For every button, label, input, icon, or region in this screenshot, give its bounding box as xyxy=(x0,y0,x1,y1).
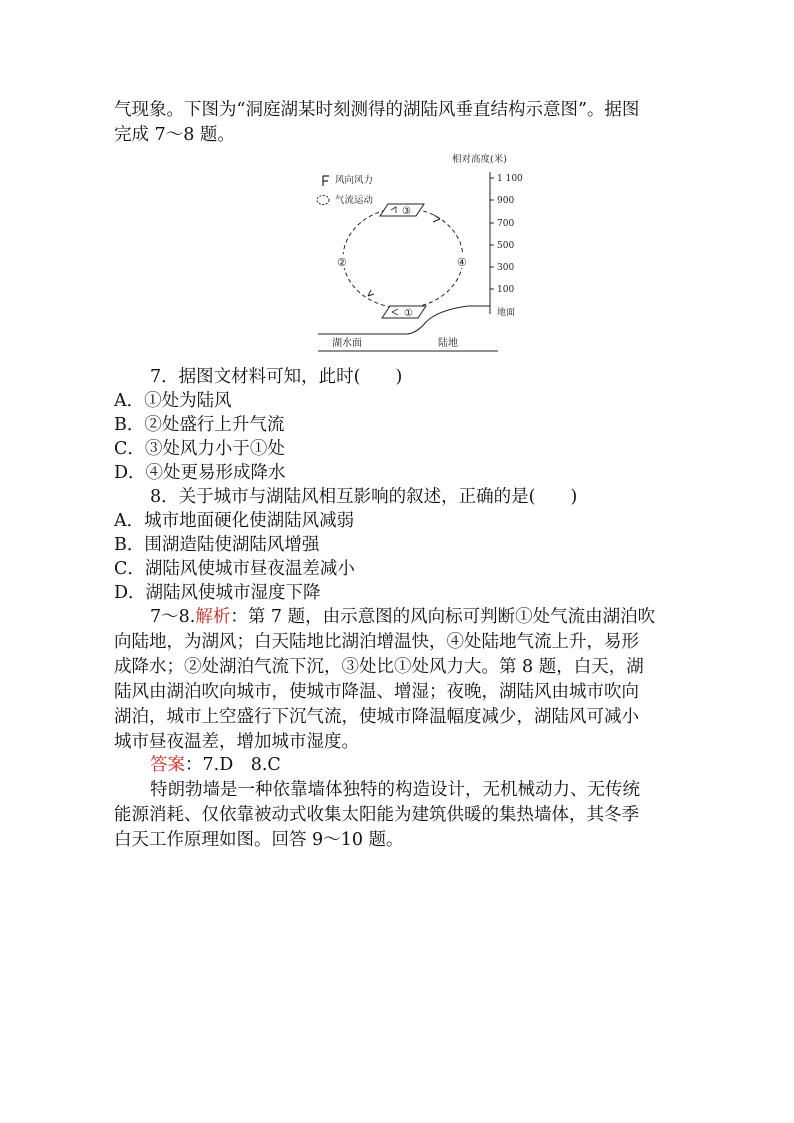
question-7-option-a[interactable]: A．①处为陆风 xyxy=(114,391,232,411)
flow-loop-icon xyxy=(317,196,329,205)
axis-ticks xyxy=(490,174,523,318)
analysis-line: 湖泊，城市上空盛行下沉气流，使城市降温幅度减少，湖陆风可减小 xyxy=(114,707,639,727)
analysis-text: ：第 7 题，由示意图的风向标可判断①处气流由湖泊吹 xyxy=(230,607,656,627)
intro-line-1: 气现象。下图为“洞庭湖某时刻测得的湖陆风垂直结构示意图”。据图 xyxy=(114,100,640,120)
legend xyxy=(317,174,374,206)
next-intro-line-3: 白天工作原理如图。回答 9～10 题。 xyxy=(114,830,404,850)
axis-title: 相对高度(米) xyxy=(452,154,507,165)
answer-line xyxy=(150,753,684,777)
intro-line-2: 完成 7～8 题。 xyxy=(114,125,235,145)
question-7-stem: 7．据图文材料可知，此时( ) xyxy=(150,367,403,387)
tick-label: 100 xyxy=(497,285,515,295)
question-7-option-c[interactable]: C．③处风力小于①处 xyxy=(114,439,285,459)
lake-label: 湖水面 xyxy=(332,338,362,349)
marker-4: ④ xyxy=(457,256,467,269)
question-7-option-b[interactable]: B．②处盛行上升气流 xyxy=(114,415,285,435)
tick-label: 500 xyxy=(497,241,515,251)
question-8-stem: 8．关于城市与湖陆风相互影响的叙述，正确的是( ) xyxy=(150,487,578,507)
next-intro-line-2: 能源消耗、仅依靠被动式收集太阳能为建筑供暖的集热墙体，其冬季 xyxy=(114,805,639,825)
analysis-line: 陆风由湖泊吹向城市，使城市降温、增湿；夜晚，湖陆风由城市吹向 xyxy=(114,682,639,702)
air-circulation-loop xyxy=(343,208,463,308)
question-8-option-c[interactable]: C．湖陆风使城市昼夜温差减小 xyxy=(114,559,355,579)
tick-label: 300 xyxy=(497,263,515,273)
analysis-line: 成降水；②处湖泊气流下沉，③处比①处风力大。第 8 题，白天，湖 xyxy=(114,657,644,677)
tick-label: 700 xyxy=(497,219,515,229)
analysis-prefix: 7～8. xyxy=(150,607,196,627)
analysis-line: 城市昼夜温差，增加城市湿度。 xyxy=(114,732,359,752)
legend-wind-label: 风向风力 xyxy=(335,175,374,186)
flow-arrow-icon xyxy=(368,290,374,296)
question-7-option-d[interactable]: D．④处更易形成降水 xyxy=(114,463,286,483)
tick-label: 900 xyxy=(497,196,515,206)
question-8-option-d[interactable]: D．湖陆风使城市湿度下降 xyxy=(114,583,321,603)
analysis-line: 向陆地，为湖风；白天陆地比湖泊增温快，④处陆地气流上升，易形 xyxy=(114,632,639,652)
analysis-label: 解析 xyxy=(195,607,231,627)
ground-label: 地面 xyxy=(497,308,516,318)
marker-1: ① xyxy=(404,308,413,319)
lake-land-breeze-diagram xyxy=(308,146,528,356)
answer-text: ：7.D 8.C xyxy=(185,755,281,775)
wind-barb-icon xyxy=(323,176,329,186)
question-8-option-a[interactable]: A．城市地面硬化使湖陆风减弱 xyxy=(114,511,355,531)
answer-label: 答案 xyxy=(150,755,185,775)
legend-flow-label: 气流运动 xyxy=(335,195,374,206)
flow-arrow-icon xyxy=(433,215,440,222)
marker-3: ③ xyxy=(402,206,411,217)
next-intro-line-1: 特朗勃墙是一种依靠墙体独特的构造设计，无机械动力、无传统 xyxy=(150,780,640,800)
marker-2: ② xyxy=(337,256,347,269)
tick-label: 1 100 xyxy=(497,174,523,184)
land-label: 陆地 xyxy=(438,338,458,349)
analysis-first-line xyxy=(150,605,684,629)
question-8-option-b[interactable]: B．围湖造陆使湖陆风增强 xyxy=(114,535,320,555)
